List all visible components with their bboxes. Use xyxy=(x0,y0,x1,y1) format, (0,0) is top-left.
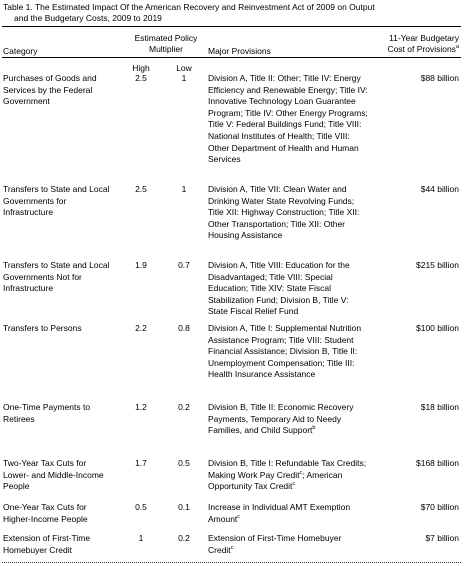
provisions-footnote: c xyxy=(230,544,234,551)
cost-cell: $215 billion xyxy=(415,260,459,270)
cost-cell: $18 billion xyxy=(420,402,459,412)
provisions-cell: Division B, Title I: Refundable Tax Credits; Making Work Pay Credit$^c$; American Opportunity Tax Credit$^c$ xyxy=(208,458,367,492)
low-multiplier-cell: 0.2 xyxy=(178,402,190,412)
header-category: Category xyxy=(3,46,38,56)
provisions-footnote: c xyxy=(299,469,303,476)
high-multiplier-cell: 0.5 xyxy=(135,502,147,512)
header-cost xyxy=(359,33,459,54)
high-multiplier-cell: 1.2 xyxy=(135,402,147,412)
provisions-footnote: c xyxy=(237,513,241,520)
low-multiplier-cell: 0.8 xyxy=(178,323,190,333)
provisions-cell: Increase in Individual AMT Exemption Amount$^c$ xyxy=(208,502,351,524)
table-title-line-2: and the Budgetary Costs, 2009 to 2019 xyxy=(14,13,162,23)
cost-cell: $100 billion xyxy=(415,323,459,333)
provisions-cell: Division A, Title VIII: Education for the Disadvantaged; Title VIII: Special Education; Title XIV: State Fiscal Stabilization Fund; Division B, Title V: State Fiscal Relief Fund xyxy=(208,260,350,317)
category-cell: Purchases of Goods and Services by the Federal Government xyxy=(3,73,97,107)
provisions-footnote: c xyxy=(292,481,296,488)
header-low: Low xyxy=(176,63,192,73)
table-bottom-rule xyxy=(2,562,461,563)
cost-cell: $7 billion xyxy=(425,533,459,543)
high-multiplier-cell: 1 xyxy=(138,533,144,543)
provisions-cell: Division A, Title II: Other; Title IV: Energy Efficiency and Renewable Energy; Title IV: Innovative Technology Loan Guarantee Program; Title IV: Other Energy Programs; Title V: Federal Buildings Fund; Title VIII: National Institutes of Health; Title VIII: Other Department of Health and Human Services xyxy=(208,73,368,165)
table-title-line-1: Table 1. The Estimated Impact Of the American Recovery and Reinvestment Act of 2009 on Output xyxy=(3,2,375,12)
category-cell: One-Year Tax Cuts for Higher-Income People xyxy=(3,502,88,524)
high-multiplier-cell: 2.5 xyxy=(135,73,147,83)
header-bottom-rule xyxy=(2,57,461,58)
high-multiplier-cell: 2.2 xyxy=(135,323,147,333)
category-cell: One-Time Payments to Retirees xyxy=(3,402,91,424)
category-cell: Transfers to State and Local Governments Not for Infrastructure xyxy=(3,260,110,294)
category-cell: Two-Year Tax Cuts for Lower- and Middle-Income People xyxy=(3,458,104,492)
provisions-cell: Division B, Title II: Economic Recovery Payments, Temporary Aid to Needy Families, and Child Support$^b$ xyxy=(208,402,354,436)
header-cost-line-2: Cost of Provisions$^a$ xyxy=(387,43,459,54)
low-multiplier-cell: 0.2 xyxy=(178,533,190,543)
cost-cell: $88 billion xyxy=(420,73,459,83)
provisions-cell: Division A, Title VII: Clean Water and Drinking Water State Revolving Funds; Title XII: Highway Construction; Title XII: Other Transportation; Title XII: Other Housing Assistance xyxy=(208,184,360,241)
cost-cell: $168 billion xyxy=(415,458,459,468)
header-provisions: Major Provisions xyxy=(208,46,271,56)
high-multiplier-cell: 2.5 xyxy=(135,184,147,194)
category-cell: Transfers to Persons xyxy=(3,323,82,333)
low-multiplier-cell: 1 xyxy=(181,73,187,83)
table-title xyxy=(3,2,461,24)
category-cell: Transfers to State and Local Governments for Infrastructure xyxy=(3,184,110,218)
provisions-cell: Extension of First-Time Homebuyer Credit$^c$ xyxy=(208,533,342,555)
cost-cell: $44 billion xyxy=(420,184,459,194)
provisions-footnote: b xyxy=(312,425,316,432)
header-cost-footnote: a xyxy=(455,43,459,50)
header-cost-line-1: 11-Year Budgetary xyxy=(389,33,459,43)
low-multiplier-cell: 1 xyxy=(181,184,187,194)
cost-cell: $70 billion xyxy=(420,502,459,512)
header-multiplier-line-2: Multiplier xyxy=(148,43,183,54)
high-multiplier-cell: 1.9 xyxy=(135,260,147,270)
provisions-cell: Division A, Title I: Supplemental Nutrition Assistance Program; Title VIII: Student Financial Assistance; Division B, Title II: Unemployment Compensation; Title III: Health Insurance Assistance xyxy=(208,323,362,380)
header-multiplier-line-1: Estimated Policy xyxy=(134,33,198,43)
low-multiplier-cell: 0.1 xyxy=(178,502,190,512)
low-multiplier-cell: 0.5 xyxy=(178,458,190,468)
low-multiplier-cell: 0.7 xyxy=(178,260,190,270)
header-multiplier xyxy=(118,33,214,54)
header-high: High xyxy=(132,63,150,73)
high-multiplier-cell: 1.7 xyxy=(135,458,147,468)
header-top-rule xyxy=(2,26,461,27)
category-cell: Extension of First-Time Homebuyer Credit xyxy=(3,533,91,555)
